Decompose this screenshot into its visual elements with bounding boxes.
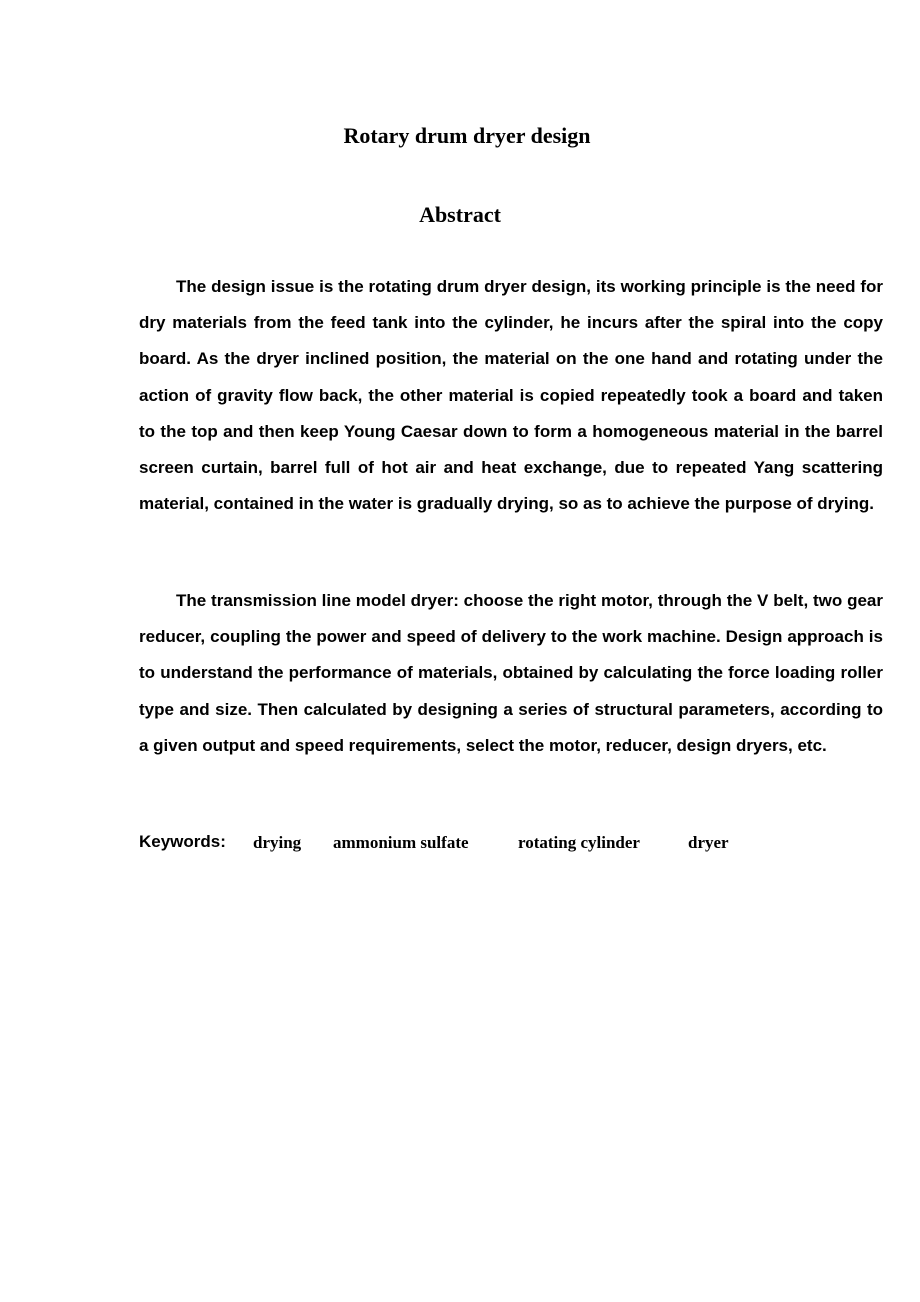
keyword: drying [253, 833, 302, 852]
keywords-label: Keywords: [139, 832, 226, 851]
abstract-heading: Abstract [419, 202, 501, 227]
abstract-paragraph: The transmission line model dryer: choose the right motor, through the V belt, two gear reducer, coupling the power and speed of delivery to the work machine. Design approach is to understand the performance of materials, obtained by calculating the force loading roller type and size. Then calculated by designing a series of structural parameters, according to a given output and speed requirements, select the motor, reducer, design dryers, etc. [139, 591, 883, 755]
document-title: Rotary drum dryer design [343, 123, 591, 148]
keyword: dryer [688, 833, 729, 852]
abstract-paragraph: The design issue is the rotating drum dryer design, its working principle is the need for dry materials from the feed tank into the cylinder, he incurs after the spiral into the copy board. As the dryer inclined position, the material on the one hand and rotating under the action of gravity flow back, the other material is copied repeatedly took a board and taken to the top and then keep Young Caesar down to form a homogeneous material in the barrel screen curtain, barrel full of hot air and heat exchange, due to repeated Yang scattering material, contained in the water is gradually drying, so as to achieve the purpose of drying. [139, 277, 883, 514]
keyword: ammonium sulfate [333, 833, 469, 852]
keyword: rotating cylinder [518, 833, 640, 852]
keywords-line [139, 828, 883, 858]
